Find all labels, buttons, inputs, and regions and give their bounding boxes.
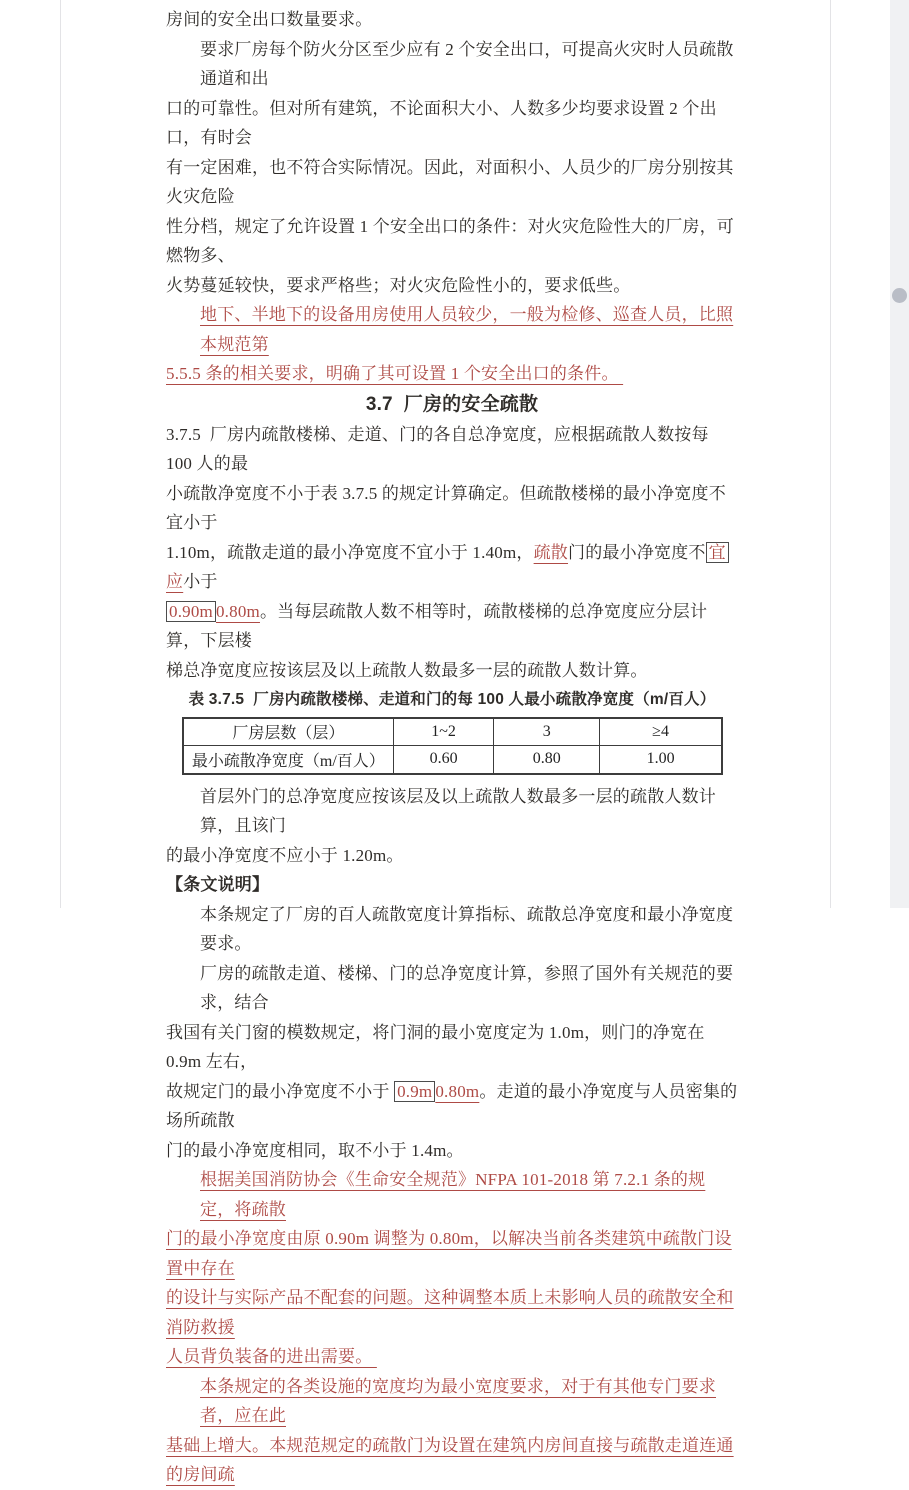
table-row <box>183 718 722 746</box>
table-cell: 1.00 <box>600 746 722 774</box>
text-segment: 要求厂房每个防火分区至少应有 2 个安全出口，可提高火灾时人员疏散通道和出 <box>200 39 734 88</box>
table-header-cell: 厂房层数（层） <box>183 718 393 746</box>
text-segment: 1.10m，疏散走道的最小净宽度不宜小于 1.40m， <box>166 542 534 562</box>
text-line <box>166 153 738 212</box>
document-page <box>60 0 831 1484</box>
text-segment: 本条规定了厂房的百人疏散宽度计算指标、疏散总净宽度和最小净宽度要求。 <box>200 904 734 953</box>
text-line <box>166 212 738 271</box>
text-line <box>166 959 738 1018</box>
text-segment: 小疏散净宽度不小于表 3.7.5 的规定计算确定。但疏散楼梯的最小净宽度不宜小于 <box>166 483 726 532</box>
text-segment: 。走道的最小净宽度与人员密集的场所疏散 <box>166 1081 738 1130</box>
text-line <box>166 1431 738 1490</box>
revision-inserted-text: 应 <box>166 572 184 591</box>
text-segment: 火势蔓延较快，要求严格些；对火灾危险性小的，要求低些。 <box>166 275 631 295</box>
scrollbar-track[interactable] <box>890 0 909 908</box>
text-line <box>166 271 738 301</box>
text-segment: 表 3.7.5 厂房内疏散楼梯、走道和门的每 100 人最小疏散净宽度（m/百人） <box>188 691 716 708</box>
text-line <box>166 782 738 841</box>
min-clear-width-table <box>182 717 723 775</box>
revision-inserted-text: 0.80m <box>435 1081 480 1101</box>
revision-inserted-text: 门的最小净宽度由原 0.90m 调整为 0.80m，以解决当前各类建筑中疏散门设置中存在 <box>166 1229 732 1278</box>
text-segment: 首层外门的总净宽度应按该层及以上疏散人数最多一层的疏散人数计算，且该门 <box>200 786 716 835</box>
text-line <box>166 1283 738 1342</box>
table-header-cell: 1~2 <box>393 718 494 746</box>
table-cell: 最小疏散净宽度（m/百人） <box>183 746 393 774</box>
text-line <box>166 900 738 959</box>
revision-inserted-text: 的设计与实际产品不配套的问题。这种调整本质上未影响人员的疏散安全和消防救援 <box>166 1288 734 1337</box>
commentary-label <box>166 870 738 900</box>
text-segment: 3.7.5 厂房内疏散楼梯、走道、门的各自总净宽度，应根据疏散人数按每 100 人的最 <box>166 424 714 473</box>
revision-deleted-text: 宜 <box>706 542 729 563</box>
revision-deleted-text: 0.90m <box>166 601 216 622</box>
text-line <box>166 1342 738 1372</box>
text-segment: 房间的安全出口数量要求。 <box>166 10 373 29</box>
table-cell: 0.80 <box>494 746 600 774</box>
text-line <box>166 35 738 94</box>
text-segment: 3.7 厂房的安全疏散 <box>365 393 539 415</box>
text-line <box>166 420 738 479</box>
text-line <box>166 538 738 597</box>
section-heading <box>166 389 738 420</box>
text-segment: 有一定困难，也不符合实际情况。因此，对面积小、人员少的厂房分别按其火灾危险 <box>166 157 734 206</box>
table-caption <box>166 685 738 715</box>
text-line <box>166 1165 738 1224</box>
table-cell: 0.60 <box>393 746 494 774</box>
text-line <box>166 1372 738 1431</box>
table-header-cell: ≥4 <box>600 718 722 746</box>
text-segment: 。当每层疏散人数不相等时，疏散楼梯的总净宽度应分层计算，下层楼 <box>166 601 708 650</box>
text-line <box>166 359 738 389</box>
revision-inserted-text: 人员背负装备的进出需要。 <box>166 1347 377 1366</box>
text-line <box>166 5 738 35</box>
text-segment: 我国有关门窗的模数规定，将门洞的最小宽度定为 1.0m，则门的净宽在 0.9m 左右， <box>166 1022 709 1071</box>
revision-inserted-text: 0.80m <box>215 601 260 621</box>
revision-inserted-text: 基础上增大。本规范规定的疏散门为设置在建筑内房间直接与疏散走道连通的房间疏 <box>166 1435 734 1484</box>
revision-inserted-text: 本条规定的各类设施的宽度均为最小宽度要求，对于有其他专门要求者，应在此 <box>200 1376 716 1425</box>
revision-inserted-text: 5.5.5 条的相关要求，明确了其可设置 1 个安全出口的条件。 <box>166 364 624 383</box>
text-segment: 【条文说明】 <box>166 875 270 894</box>
text-line <box>166 300 738 359</box>
text-line <box>166 656 738 686</box>
revision-inserted-text: 地下、半地下的设备用房使用人员较少，一般为检修、巡查人员，比照本规范第 <box>200 305 734 354</box>
scrollbar-thumb[interactable] <box>892 288 907 303</box>
text-segment: 故规定门的最小净宽度不小于 <box>166 1081 395 1101</box>
text-line <box>166 1018 738 1077</box>
text-segment: 梯总净宽度应按该层及以上疏散人数最多一层的疏散人数计算。 <box>166 660 648 680</box>
text-segment: 小于 <box>183 572 218 591</box>
text-segment: 口的可靠性。但对所有建筑，不论面积大小、人数多少均要求设置 2 个出口，有时会 <box>166 98 717 147</box>
table-header-cell: 3 <box>494 718 600 746</box>
text-line <box>166 1224 738 1283</box>
text-line <box>166 1077 738 1136</box>
text-line <box>166 597 738 656</box>
text-segment: 门的最小净宽度相同，取不小于 1.4m。 <box>166 1140 464 1160</box>
revision-inserted-text: 根据美国消防协会《生命安全规范》NFPA 101-2018 第 7.2.1 条的规定，将疏散 <box>200 1170 706 1219</box>
revision-deleted-text: 0.9m <box>394 1081 435 1102</box>
table-row <box>183 746 722 774</box>
document-content <box>61 0 830 1490</box>
text-segment: 厂房的疏散走道、楼梯、门的总净宽度计算，参照了国外有关规范的要求，结合 <box>200 963 734 1012</box>
text-line <box>166 479 738 538</box>
text-line <box>166 841 738 871</box>
text-segment: 门的最小净宽度不 <box>568 542 706 562</box>
text-line <box>166 94 738 153</box>
text-segment: 性分档，规定了允许设置 1 个安全出口的条件：对火灾危险性大的厂房，可燃物多、 <box>166 216 734 265</box>
text-line <box>166 1136 738 1166</box>
text-segment: 的最小净宽度不应小于 1.20m。 <box>166 845 404 865</box>
revision-inserted-text: 疏散 <box>533 542 569 562</box>
